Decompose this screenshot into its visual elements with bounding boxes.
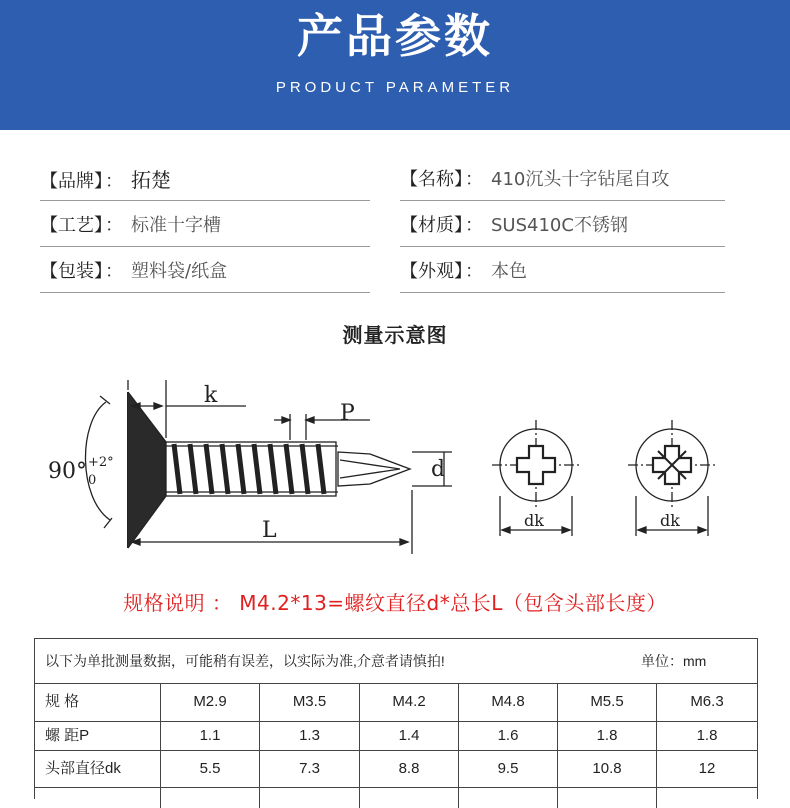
spec-value: 塑料袋/纸盒 [131, 261, 228, 282]
spec-item-name [400, 160, 725, 201]
table-unit: 单位：mm [641, 653, 707, 669]
spec-colon: ： [105, 261, 123, 282]
table-row-label: 头部直径dk [45, 760, 121, 777]
spec-item-process [40, 206, 370, 247]
spec-label: 【工艺】 [40, 215, 103, 236]
table-cell: 1.1 [160, 722, 259, 750]
angle-label: 90° [48, 459, 87, 484]
table-cell: 1.8 [656, 722, 757, 750]
k-label: k [204, 383, 218, 408]
table-note: 以下为单批测量数据，可能稍有误差，以实际为准,介意者请慎拍! [45, 653, 445, 669]
table-cell: 7.3 [259, 751, 359, 787]
size-table [34, 638, 758, 799]
screw-diagram [40, 370, 740, 560]
dk-label-phillips: dk [524, 511, 544, 530]
l-label: L [262, 518, 277, 543]
table-row-partial [35, 788, 757, 808]
table-cell: 1.3 [259, 722, 359, 750]
table-header-cell: M4.8 [458, 683, 557, 721]
spec-item-material [400, 206, 725, 247]
table-cell: 5.5 [160, 751, 259, 787]
table-header-label: 规 格 [45, 693, 80, 710]
spec-list [0, 0, 790, 300]
table-cell: 12 [656, 751, 757, 787]
spec-colon: ： [105, 215, 123, 236]
table-cell: 9.5 [458, 751, 557, 787]
angle-tolerance-plus: +2° [88, 455, 114, 470]
spec-item-brand [40, 160, 370, 201]
table-cell: 1.4 [359, 722, 458, 750]
spec-label: 【品牌】 [40, 171, 103, 192]
dk-label-pozidriv: dk [660, 511, 680, 530]
d-label: d [431, 457, 446, 482]
spec-item-packaging [40, 252, 370, 293]
table-row-label: 螺 距P [45, 727, 90, 744]
page-title: 产品参数 [297, 9, 493, 63]
spec-colon: ： [465, 169, 483, 190]
spec-colon: ： [105, 171, 123, 192]
spec-label: 【名称】 [400, 169, 463, 190]
page-subtitle: PRODUCT PARAMETER [275, 79, 515, 96]
table-cell: 8.8 [359, 751, 458, 787]
table-header-cell: M4.2 [359, 683, 458, 721]
spec-colon: ： [465, 261, 483, 282]
table-header-cell: M6.3 [656, 683, 757, 721]
spec-colon: ： [465, 215, 483, 236]
angle-tolerance-minus: 0 [88, 473, 97, 488]
spec-value: 标准十字槽 [131, 215, 221, 236]
table-header-cell: M5.5 [557, 683, 656, 721]
spec-label: 【外观】 [400, 261, 463, 282]
spec-value: 410沉头十字钻尾自攻 [491, 169, 670, 190]
spec-value: SUS410C不锈钢 [491, 215, 628, 236]
spec-label: 【包装】 [40, 261, 103, 282]
table-cell: 10.8 [557, 751, 656, 787]
table-row [35, 722, 757, 751]
table-cell: 1.8 [557, 722, 656, 750]
spec-caption: 规格说明 ： M4.2*13=螺纹直径d*总长L（包含头部长度） [123, 591, 667, 615]
spec-value: 本色 [491, 261, 527, 282]
table-header-cell: M3.5 [259, 683, 359, 721]
table-note-row [35, 639, 757, 684]
p-label: P [340, 401, 355, 426]
table-header-row [35, 683, 757, 722]
diagram-title: 测量示意图 [342, 323, 448, 347]
table-row [35, 751, 757, 788]
spec-label: 【材质】 [400, 215, 463, 236]
table-header-cell: M2.9 [160, 683, 259, 721]
spec-value: 拓楚 [131, 168, 171, 192]
table-cell: 1.6 [458, 722, 557, 750]
spec-item-appearance [400, 252, 725, 293]
